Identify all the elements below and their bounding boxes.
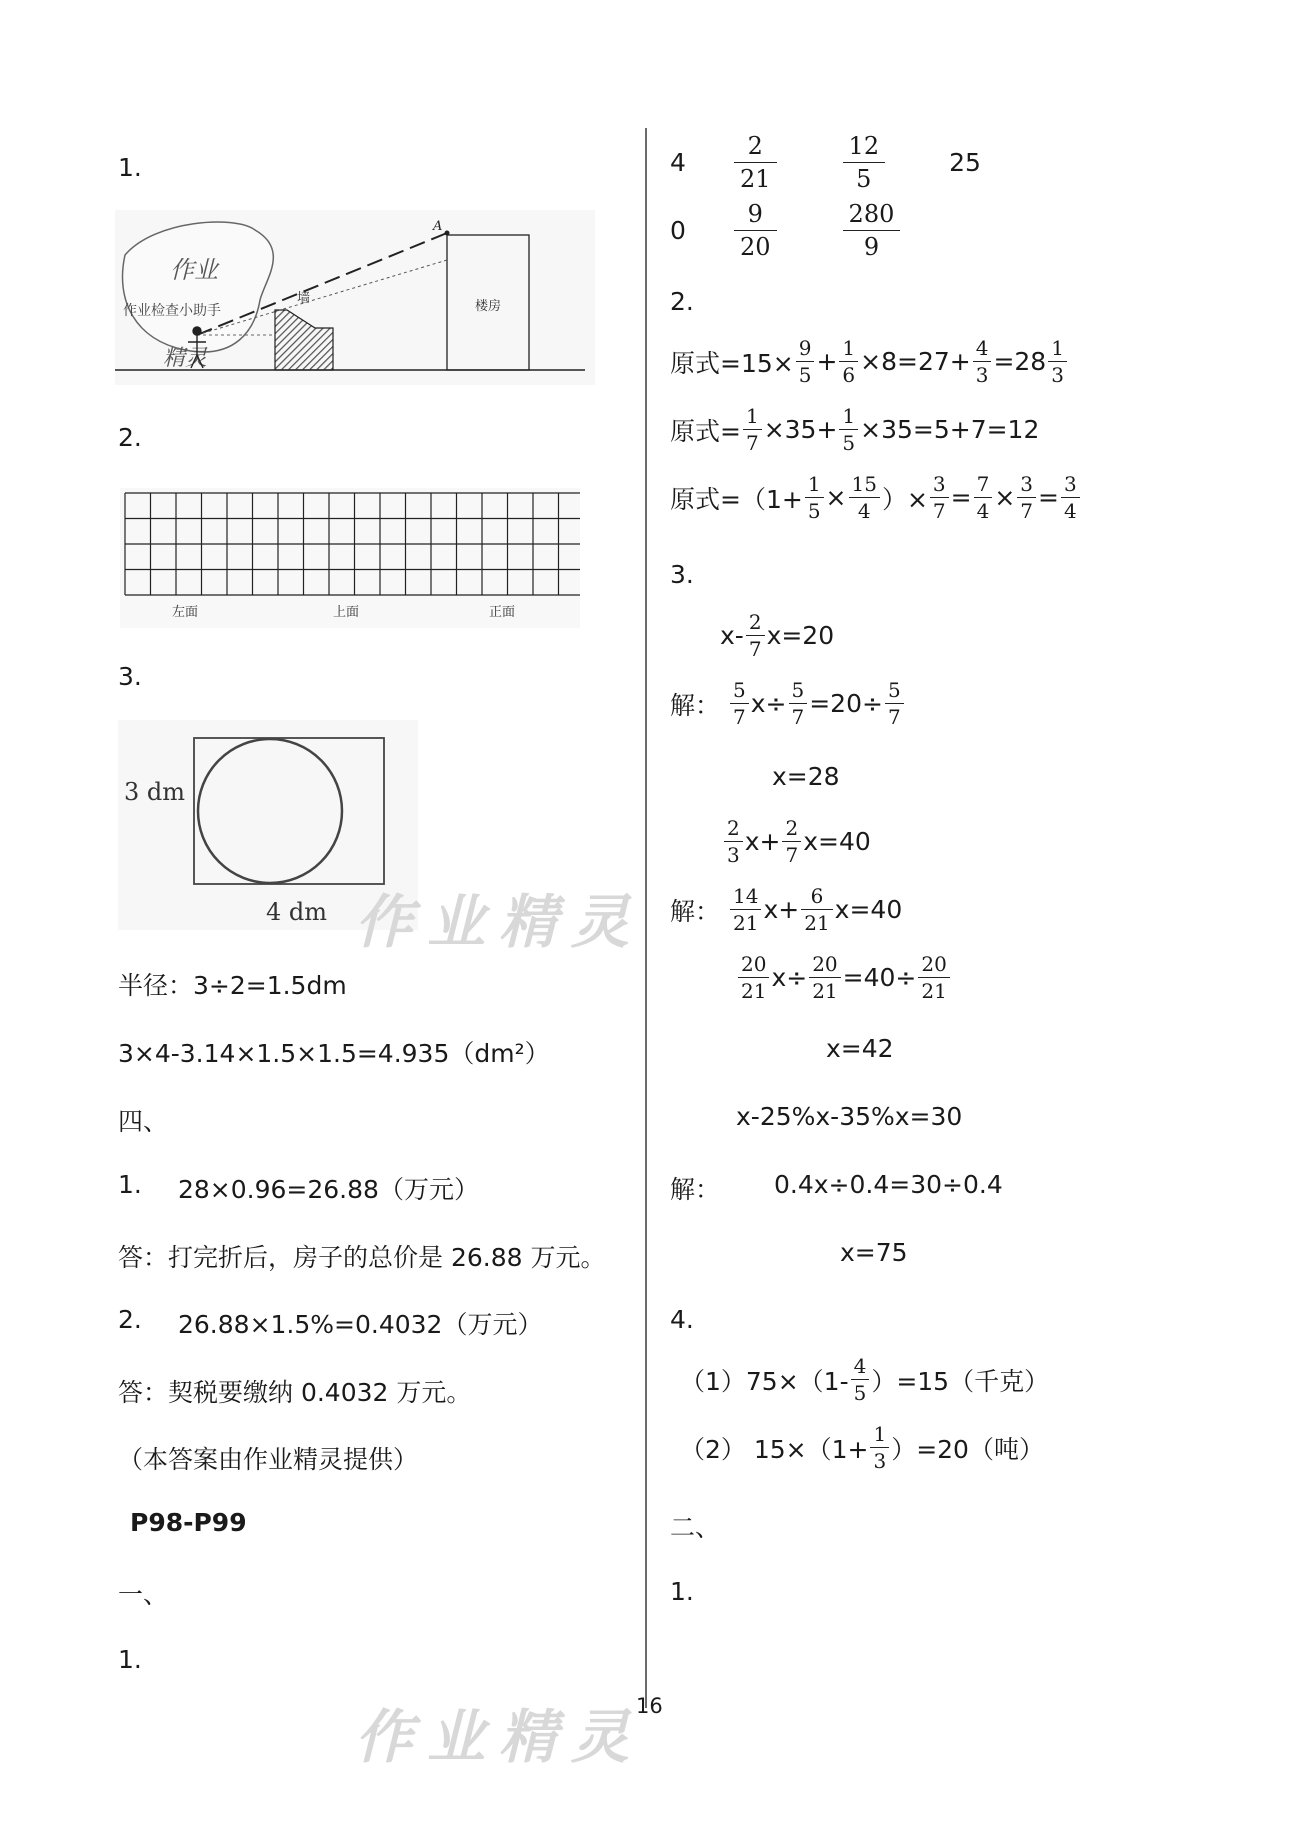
view-label-left: 左面 bbox=[171, 605, 199, 620]
fraction: $\frac{2}{21}$ bbox=[734, 134, 777, 191]
stamp-text-1: 作业 bbox=[170, 256, 218, 284]
result-3: x=75 bbox=[840, 1238, 908, 1267]
fraction: $\frac{20}{21}$ bbox=[918, 954, 949, 1001]
fraction: $\frac{4}{3}$ bbox=[973, 338, 992, 385]
credit-note: （本答案由作业精灵提供） bbox=[118, 1445, 419, 1474]
value: 0 bbox=[670, 216, 686, 245]
solution-2a: 解： $\frac{14}{21}$ x+ $\frac{6}{21}$ x=40 bbox=[670, 884, 903, 935]
problem-2-expression: 26.88×1.5%=0.4032（万元） bbox=[178, 1310, 543, 1339]
calculation-2: 原式= $\frac{1}{7}$ ×35+ $\frac{1}{5}$ ×35=5+7=12 bbox=[670, 404, 1040, 455]
page-number: 16 bbox=[636, 1694, 663, 1718]
width-label: 4 dm bbox=[266, 898, 328, 926]
question-number: 1. bbox=[670, 1577, 694, 1606]
stamp-text-3: 精灵 bbox=[163, 346, 208, 371]
fraction: $\frac{6}{21}$ bbox=[801, 886, 832, 933]
result-2: x=42 bbox=[826, 1034, 894, 1063]
fraction: $\frac{5}{7}$ bbox=[885, 680, 904, 727]
fraction: $\frac{14}{21}$ bbox=[730, 886, 761, 933]
problem-2-answer: 答：契税要缴纳 0.4032 万元。 bbox=[118, 1378, 472, 1407]
question-number: 1. bbox=[118, 1645, 142, 1674]
question-number: 2. bbox=[118, 423, 142, 452]
fraction: $\frac{12}{5}$ bbox=[843, 134, 886, 191]
solution-label: 解： bbox=[670, 1175, 721, 1204]
fraction: $\frac{5}{7}$ bbox=[730, 680, 749, 727]
fraction: $\frac{5}{7}$ bbox=[789, 680, 808, 727]
solution-1: 解： $\frac{5}{7}$ x÷ $\frac{5}{7}$ =20÷ $\frac{5}{7}$ bbox=[670, 680, 906, 727]
watermark: 作业精灵 bbox=[355, 1703, 644, 1771]
solution-3: 0.4x÷0.4=30÷0.4 bbox=[774, 1170, 1003, 1199]
calculation-3: 原式=（1+ $\frac{1}{5}$ × $\frac{15}{4}$ ）× $\frac{3}{7}$ = $\frac{7}{4}$ × $\frac{3}{7}$ = $\frac{3}{4}$ bbox=[670, 474, 1082, 521]
equation-3: x-25%x-35%x=30 bbox=[736, 1102, 963, 1131]
equation-2: $\frac{2}{3}$ x+ $\frac{2}{7}$ x=40 bbox=[722, 818, 871, 865]
fraction: $\frac{4}{5}$ bbox=[851, 1356, 870, 1403]
point-a-label: A bbox=[433, 219, 443, 234]
answer-row-1 bbox=[670, 134, 981, 191]
section-heading-4: 四、 bbox=[118, 1107, 169, 1136]
building-label: 楼房 bbox=[475, 299, 502, 314]
fraction: $\frac{280}{9}$ bbox=[843, 202, 901, 259]
fraction: $\frac{2}{7}$ bbox=[782, 818, 801, 865]
view-label-top: 上面 bbox=[332, 605, 360, 620]
fraction: $\frac{1}{5}$ bbox=[839, 406, 858, 453]
question-number: 4. bbox=[670, 1305, 694, 1334]
question-number: 2. bbox=[670, 287, 694, 316]
fraction: $\frac{1}{6}$ bbox=[839, 338, 858, 385]
problem-1-answer: 答：打完折后，房子的总价是 26.88 万元。 bbox=[118, 1243, 606, 1272]
sightline-figure bbox=[115, 210, 595, 391]
fraction: $\frac{3}{7}$ bbox=[930, 474, 949, 521]
question-number: 3. bbox=[118, 662, 142, 691]
fraction: $\frac{3}{7}$ bbox=[1017, 474, 1036, 521]
point-a bbox=[445, 231, 450, 236]
fraction: $\frac{9}{5}$ bbox=[796, 338, 815, 385]
equation-1: x- $\frac{2}{7}$ x=20 bbox=[720, 610, 835, 661]
wall-label: 墙 bbox=[297, 291, 311, 306]
fraction: $\frac{9}{20}$ bbox=[734, 202, 777, 259]
solution-2b: $\frac{20}{21}$ x÷ $\frac{20}{21}$ =40÷ $\frac{20}{21}$ bbox=[736, 954, 952, 1001]
height-label: 3 dm bbox=[124, 778, 186, 806]
answer-row-2 bbox=[670, 202, 902, 259]
section-heading-2: 二、 bbox=[670, 1513, 721, 1542]
view-label-front: 正面 bbox=[488, 605, 516, 620]
problem-1-expression: 28×0.96=26.88（万元） bbox=[178, 1175, 479, 1204]
result-1: x=28 bbox=[772, 762, 840, 791]
page-range-heading: P98-P99 bbox=[130, 1508, 247, 1537]
views-grid-figure bbox=[120, 488, 580, 634]
value: 25 bbox=[949, 148, 981, 177]
column-divider bbox=[645, 128, 647, 1708]
question-number: 1. bbox=[118, 153, 142, 182]
problem-number: 1. bbox=[118, 1170, 142, 1199]
fraction: $\frac{1}{7}$ bbox=[743, 406, 762, 453]
problem-4b: （2） 15×（1+ $\frac{1}{3}$ ）=20（吨） bbox=[680, 1422, 1044, 1473]
problem-4a: （1）75×（1- $\frac{4}{5}$ ）=15（千克） bbox=[680, 1354, 1050, 1405]
section-heading-1: 一、 bbox=[118, 1580, 169, 1609]
problem-number: 2. bbox=[118, 1305, 142, 1334]
fraction: $\frac{1}{5}$ bbox=[805, 474, 824, 521]
fraction: $\frac{2}{7}$ bbox=[746, 612, 765, 659]
fraction: $\frac{7}{4}$ bbox=[974, 474, 993, 521]
fraction: $\frac{1}{3}$ bbox=[870, 1424, 889, 1471]
fraction: $\frac{20}{21}$ bbox=[809, 954, 840, 1001]
area-calculation: 3×4-3.14×1.5×1.5=4.935（dm²） bbox=[118, 1039, 550, 1068]
radius-calculation: 半径：3÷2=1.5dm bbox=[118, 971, 347, 1000]
calculation-1: 原式=15× $\frac{9}{5}$ + $\frac{1}{6}$ ×8=27+ $\frac{4}{3}$ =28 $\frac{1}{3}$ bbox=[670, 338, 1069, 385]
value: 4 bbox=[670, 148, 686, 177]
fraction: $\frac{2}{3}$ bbox=[724, 818, 743, 865]
fraction: $\frac{1}{3}$ bbox=[1048, 338, 1067, 385]
fraction: $\frac{20}{21}$ bbox=[738, 954, 769, 1001]
watermark: 作业精灵 bbox=[355, 888, 644, 956]
question-number: 3. bbox=[670, 560, 694, 589]
stamp-text-2: 作业检查小助手 bbox=[123, 303, 221, 319]
fraction: $\frac{15}{4}$ bbox=[849, 474, 880, 521]
fraction: $\frac{3}{4}$ bbox=[1061, 474, 1080, 521]
